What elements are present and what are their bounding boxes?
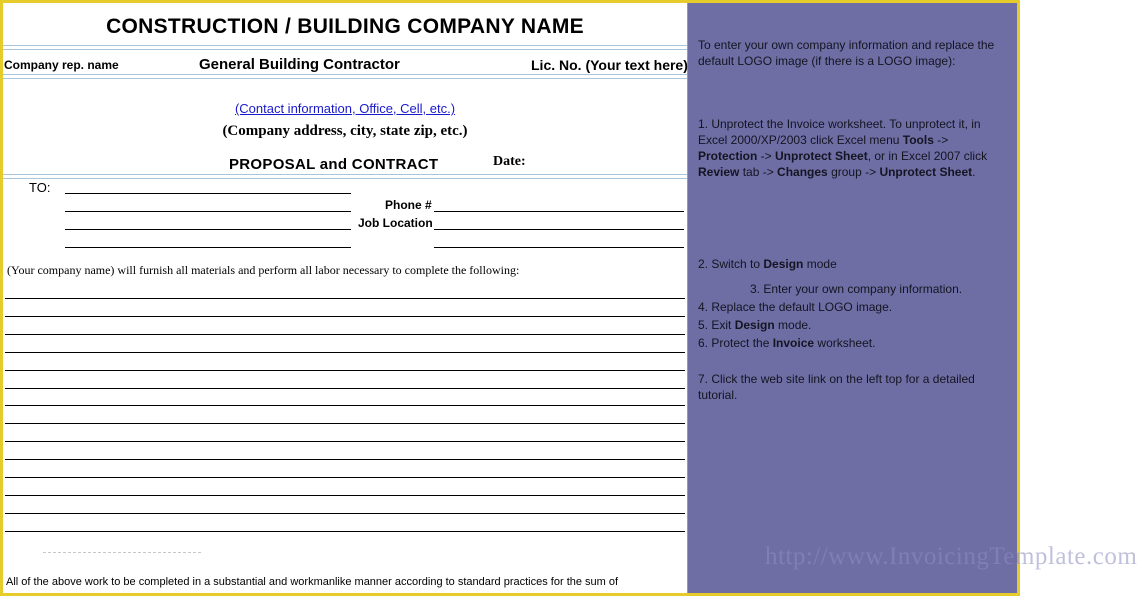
instruction-step-5: 5. Exit Design mode. <box>698 318 812 332</box>
work-line[interactable] <box>5 459 685 460</box>
phone-label: Phone # <box>385 198 432 212</box>
rep-name-field[interactable]: Company rep. name <box>4 58 119 72</box>
instruction-step-1: 1. Unprotect the Invoice worksheet. To unprotect it, in Excel 2000/XP/2003 click Excel menu Tools -> Protection -> Unprotect Sheet, or in Excel 2007 click Review tab -> Changes group -> Unprotect Sheet. <box>698 117 988 179</box>
furnish-statement: (Your company name) will furnish all materials and perform all labor necessary to complete the following: <box>7 263 520 277</box>
to-line-2[interactable] <box>65 211 351 212</box>
job-location-field[interactable] <box>434 229 684 230</box>
to-line-4[interactable] <box>65 247 351 248</box>
instructions-intro: To enter your own company information and replace the default LOGO image (if there is a LOGO image): <box>698 38 995 68</box>
instruction-step-7: 7. Click the web site link on the left top for a detailed tutorial. <box>698 372 975 402</box>
job-location-field-2[interactable] <box>434 247 684 248</box>
work-line[interactable] <box>5 423 685 424</box>
contractor-type[interactable]: General Building Contractor <box>199 56 400 73</box>
instruction-step-4: 4. Replace the default LOGO image. <box>698 300 893 314</box>
work-line[interactable] <box>5 334 685 335</box>
instructions-panel <box>688 3 1017 593</box>
completion-statement: All of the above work to be completed in a substantial and workmanlike manner according to standard practices for the sum of <box>6 576 619 588</box>
invoice-sheet <box>3 3 688 593</box>
to-label: TO: <box>29 180 51 195</box>
document-title: PROPOSAL and CONTRACT <box>229 156 439 173</box>
info-divider <box>3 74 687 79</box>
job-location-label: Job Location <box>358 216 433 230</box>
company-address[interactable]: (Company address, city, state zip, etc.) <box>222 123 468 139</box>
work-line[interactable] <box>5 513 685 514</box>
phone-field[interactable] <box>434 211 684 212</box>
license-number[interactable]: Lic. No. (Your text here) <box>531 57 688 73</box>
company-name-heading[interactable]: CONSTRUCTION / BUILDING COMPANY NAME <box>106 15 584 38</box>
work-line[interactable] <box>5 531 685 532</box>
website-watermark: http://www.InvoicingTemplate.com <box>765 543 1137 570</box>
work-line[interactable] <box>5 441 685 442</box>
instruction-step-3: 3. Enter your own company information. <box>750 282 963 296</box>
work-line[interactable] <box>5 388 685 389</box>
date-label: Date: <box>493 154 526 169</box>
work-line[interactable] <box>5 370 685 371</box>
to-line-1[interactable] <box>65 193 351 194</box>
work-line[interactable] <box>5 316 685 317</box>
work-line[interactable] <box>5 298 685 299</box>
title-divider <box>3 174 687 179</box>
work-line[interactable] <box>5 495 685 496</box>
work-line[interactable] <box>5 477 685 478</box>
header-divider <box>3 45 687 50</box>
contact-info-link[interactable]: (Contact information, Office, Cell, etc.) <box>234 101 456 116</box>
faded-line <box>43 550 201 553</box>
instruction-step-2: 2. Switch to Design mode <box>698 257 837 271</box>
to-line-3[interactable] <box>65 229 351 230</box>
work-line[interactable] <box>5 352 685 353</box>
instruction-step-6: 6. Protect the Invoice worksheet. <box>698 336 876 350</box>
work-line[interactable] <box>5 405 685 406</box>
